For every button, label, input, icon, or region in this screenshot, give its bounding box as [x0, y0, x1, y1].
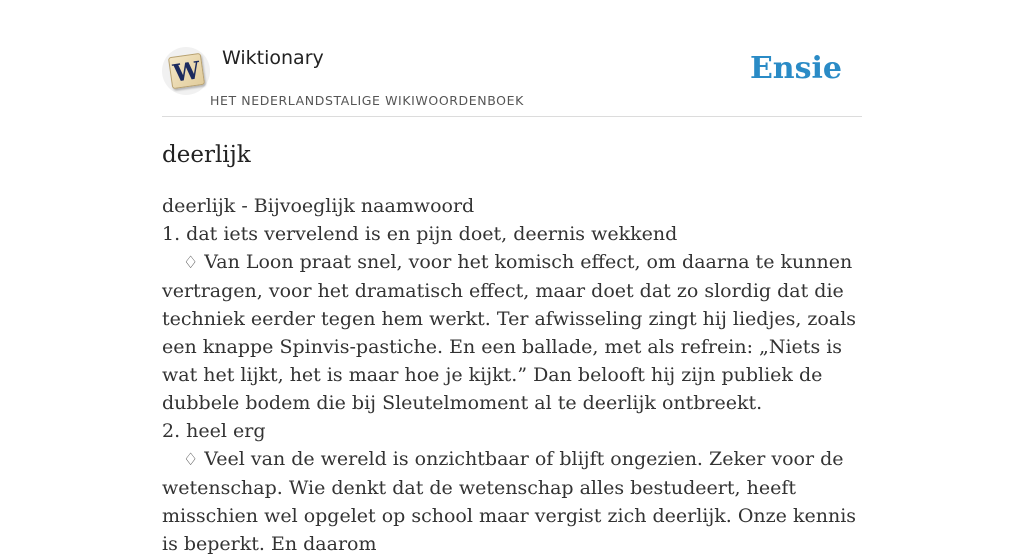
example-text-2: Veel van de wereld is onzichtbaar of blijft ongezien. Zeker voor de wetenschap. Wie denkt dat de wetenschap alles bestudeert, heeft misschien wel opgelet op school maar vergist zich deerlijk. Onze kennis is beperkt. En daarom	[162, 448, 857, 555]
diamond-icon: ♢	[183, 253, 199, 273]
site-header	[162, 0, 862, 117]
sense-example-2	[162, 445, 862, 558]
site-logo[interactable]	[162, 47, 210, 95]
page-title: deerlijk	[162, 142, 251, 168]
site-tagline: HET NEDERLANDSTALIGE WIKIWOORDENBOEK	[210, 93, 524, 108]
site-name[interactable]: Wiktionary	[222, 47, 324, 69]
sense-definition-2: 2. heel erg	[162, 420, 266, 442]
diamond-icon: ♢	[183, 450, 199, 470]
example-text-1: Van Loon praat snel, voor het komisch effect, om daarna te kunnen vertragen, voor het dramatisch effect, maar doet dat zo slordig dat die techniek eerder tegen hem werkt. Ter afwisseling zingt hij liedjes, zoals een knappe Spinvis-pastiche. En een ballade, met als refrein: „Niets is wat het lijkt, het is maar hoe je kijkt.” Dan belooft hij zijn publiek de dubbele bodem die bij Sleutelmoment al te deerlijk ontbreekt.	[162, 251, 857, 414]
page	[162, 0, 862, 555]
ensie-brand-link[interactable]: Ensie	[749, 51, 842, 86]
sense-example-1	[162, 248, 862, 417]
sense-definition-1: 1. dat iets vervelend is en pijn doet, deernis wekkend	[162, 223, 678, 245]
wiktionary-tile-icon: W	[168, 53, 205, 89]
entry-heading: deerlijk - Bijvoeglijk naamwoord	[162, 195, 475, 217]
entry-content	[162, 192, 862, 558]
